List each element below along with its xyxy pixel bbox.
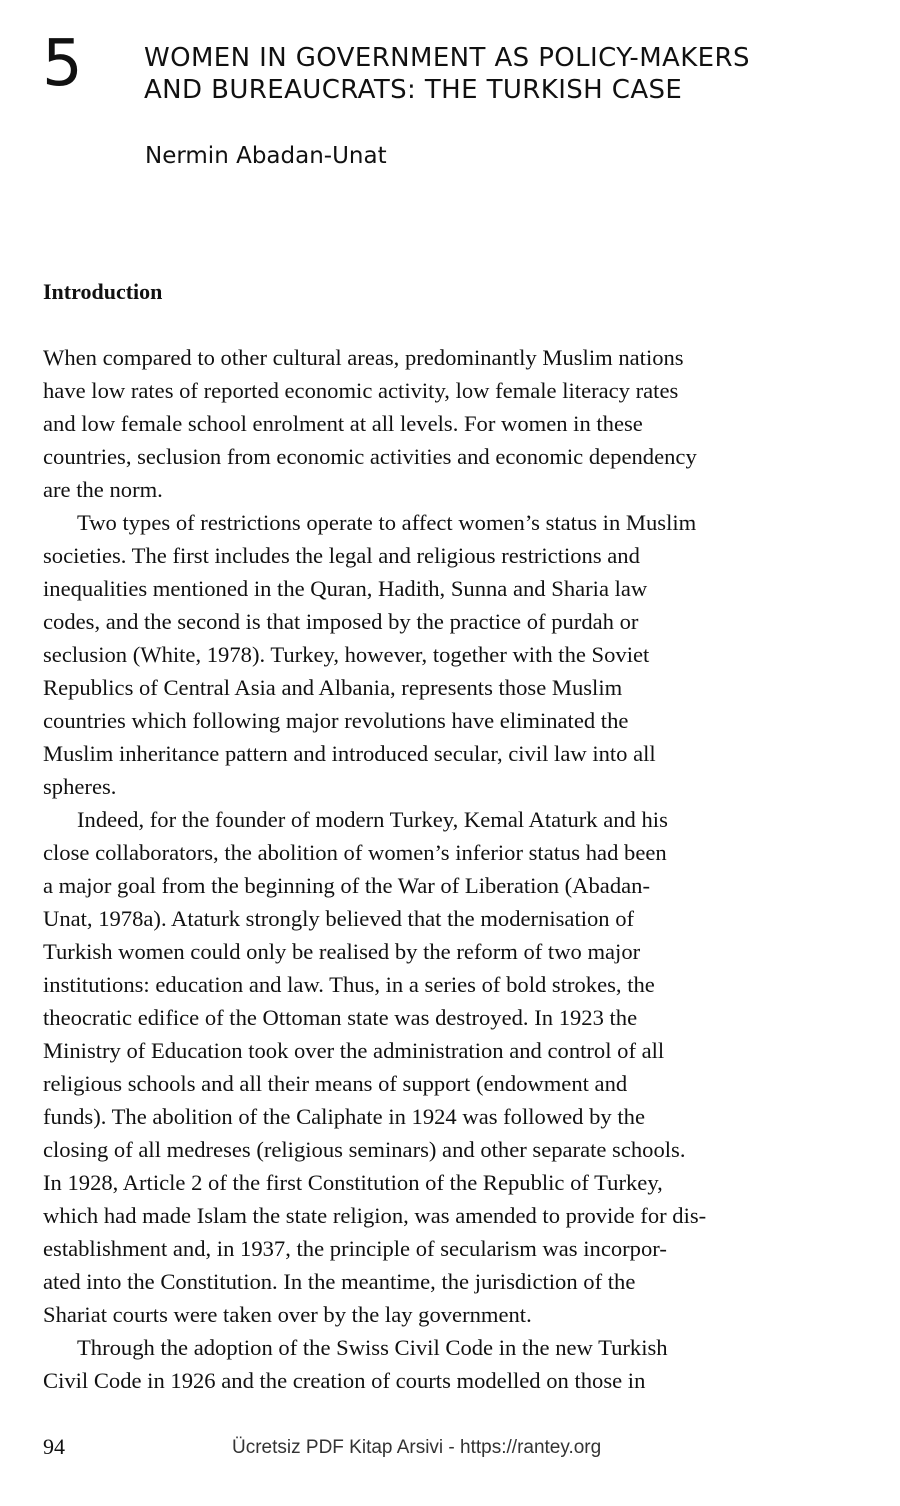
text-line: Turkish women could only be realised by the reform of two major <box>43 939 641 964</box>
page-number: 94 <box>43 1434 65 1459</box>
text-line: close collaborators, the abolition of women’s inferior status had been <box>43 840 667 865</box>
footer-watermark: Ücretsiz PDF Kitap Arsivi - https://rantey.org <box>232 1437 602 1458</box>
text-line: Muslim inheritance pattern and introduced secular, civil law into all <box>43 741 656 766</box>
text-line: Two types of restrictions operate to affect women’s status in Muslim <box>77 510 697 535</box>
text-line: a major goal from the beginning of the War of Liberation (Abadan- <box>43 873 650 898</box>
text-line: Shariat courts were taken over by the lay government. <box>43 1302 532 1327</box>
chapter-title <box>144 42 884 106</box>
text-line: When compared to other cultural areas, predominantly Muslim nations <box>43 345 684 370</box>
text-line: and low female school enrolment at all levels. For women in these <box>43 411 643 436</box>
paragraph <box>43 341 863 506</box>
text-line: funds). The abolition of the Caliphate in 1924 was followed by the <box>43 1104 645 1129</box>
text-line: theocratic edifice of the Ottoman state was destroyed. In 1923 the <box>43 1005 638 1030</box>
text-line: Unat, 1978a). Ataturk strongly believed that the modernisation of <box>43 906 635 931</box>
text-line: Civil Code in 1926 and the creation of courts modelled on those in <box>43 1368 646 1393</box>
text-line: closing of all medreses (religious seminars) and other separate schools. <box>43 1137 686 1162</box>
text-line: institutions: education and law. Thus, in a series of bold strokes, the <box>43 972 655 997</box>
text-line: Indeed, for the founder of modern Turkey, Kemal Ataturk and his <box>77 807 668 832</box>
text-line: countries, seclusion from economic activities and economic dependency <box>43 444 697 469</box>
paragraph <box>43 803 863 1331</box>
text-line: ated into the Constitution. In the meantime, the jurisdiction of the <box>43 1269 636 1294</box>
text-line: In 1928, Article 2 of the first Constitution of the Republic of Turkey, <box>43 1170 663 1195</box>
text-line: Republics of Central Asia and Albania, represents those Muslim <box>43 675 623 700</box>
text-line: seclusion (White, 1978). Turkey, however, together with the Soviet <box>43 642 650 667</box>
text-line: spheres. <box>43 774 117 799</box>
text-line: have low rates of reported economic activity, low female literacy rates <box>43 378 679 403</box>
text-line: establishment and, in 1937, the principle of secularism was incorpor- <box>43 1236 667 1261</box>
body-text <box>43 341 863 1397</box>
author-name: Nermin Abadan-Unat <box>145 143 387 169</box>
text-line: religious schools and all their means of support (endowment and <box>43 1071 628 1096</box>
text-line: Ministry of Education took over the administration and control of all <box>43 1038 665 1063</box>
paragraph <box>43 506 863 803</box>
chapter-title-line: AND BUREAUCRATS: THE TURKISH CASE <box>144 75 683 105</box>
text-line: countries which following major revolutions have eliminated the <box>43 708 629 733</box>
section-heading: Introduction <box>43 279 163 304</box>
chapter-title-line: WOMEN IN GOVERNMENT AS POLICY-MAKERS <box>144 43 750 73</box>
text-line: are the norm. <box>43 477 163 502</box>
text-line: Through the adoption of the Swiss Civil Code in the new Turkish <box>77 1335 668 1360</box>
paragraph <box>43 1331 863 1397</box>
text-line: inequalities mentioned in the Quran, Hadith, Sunna and Sharia law <box>43 576 648 601</box>
chapter-number: 5 <box>42 27 83 101</box>
text-line: societies. The first includes the legal and religious restrictions and <box>43 543 640 568</box>
text-line: which had made Islam the state religion, was amended to provide for dis- <box>43 1203 707 1228</box>
text-line: codes, and the second is that imposed by the practice of purdah or <box>43 609 639 634</box>
